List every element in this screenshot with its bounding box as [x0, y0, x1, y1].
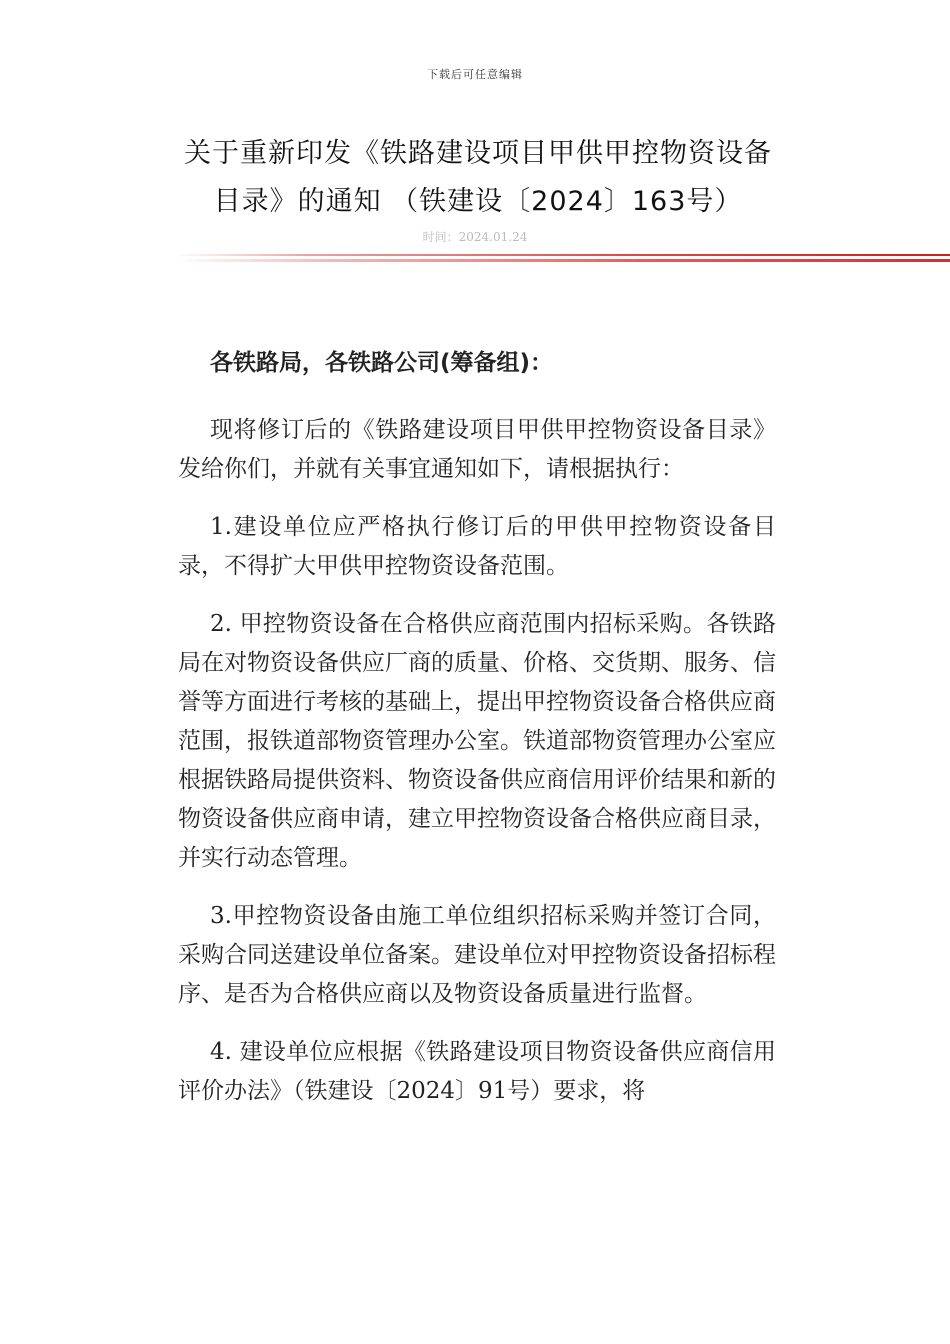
title-divider	[175, 254, 950, 263]
publish-date: 时间：2024.01.24	[422, 230, 528, 244]
divider-line-top	[175, 254, 950, 256]
body-paragraph-item-3: 3.甲控物资设备由施工单位组织招标采购并签订合同，采购合同送建设单位备案。建设单位对甲控物资设备招标程序、是否为合格供应商以及物资设备质量进行监督。	[178, 903, 776, 1007]
body-paragraph-item-1: 1.建设单位应严格执行修订后的甲供甲控物资设备目录，不得扩大甲供甲控物资设备范围。	[178, 514, 776, 579]
salutation: 各铁路局，各铁路公司(筹备组)：	[210, 350, 554, 376]
body-paragraph-item-2: 2. 甲控物资设备在合格供应商范围内招标采购。各铁路局在对物资设备供应厂商的质量、价格、交货期、服务、信誉等方面进行考核的基础上，提出甲控物资设备合格供应商范围，报铁道部物资管理办公室。铁道部物资管理办公室应根据铁路局提供资料、物资设备供应商信用评价结果和新的物资设备供应商申请，建立甲控物资设备合格供应商目录，并实行动态管理。	[178, 611, 776, 871]
body-paragraph-intro: 现将修订后的《铁路建设项目甲供甲控物资设备目录》发给你们，并就有关事宜通知如下，请根据执行：	[178, 417, 776, 482]
body-paragraph-item-4: 4. 建设单位应根据《铁路建设项目物资设备供应商信用评价办法》（铁建设〔2024〕91号）要求，将	[178, 1039, 776, 1104]
header-note: 下载后可任意编辑	[427, 68, 523, 81]
document-body	[178, 344, 776, 1130]
divider-line-bottom	[175, 259, 950, 262]
document-title: 关于重新印发《铁路建设项目甲供甲控物资设备目录》的通知 （铁建设〔2024〕163号）	[184, 138, 772, 217]
